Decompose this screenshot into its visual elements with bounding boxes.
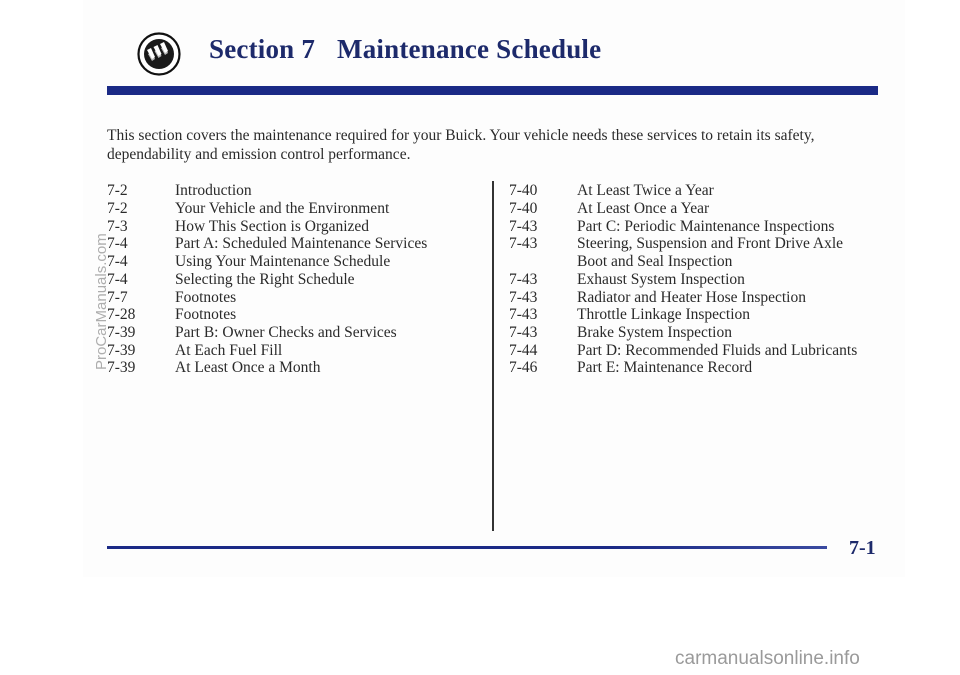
toc-page-number: 7-43 <box>509 306 538 323</box>
toc-page-number: 7-4 <box>107 271 128 288</box>
toc-entry <box>509 200 889 218</box>
toc-entry <box>509 306 889 324</box>
toc-entry <box>107 306 487 324</box>
toc-entry-title: Introduction <box>175 182 252 199</box>
toc-entry-title: Brake System Inspection <box>577 324 732 341</box>
toc-entry <box>509 342 889 360</box>
toc-page-number: 7-44 <box>509 342 538 359</box>
toc-entry-title: Using Your Maintenance Schedule <box>175 253 391 270</box>
toc-page-number: 7-4 <box>107 235 128 252</box>
toc-entry-title: Part A: Scheduled Maintenance Services <box>175 235 428 252</box>
toc-entry-title: At Each Fuel Fill <box>175 342 283 359</box>
toc-entry-title: At Least Twice a Year <box>577 182 714 199</box>
watermark <box>80 190 128 390</box>
toc-entry-title: Your Vehicle and the Environment <box>175 200 390 217</box>
buick-logo-icon <box>137 32 181 76</box>
toc-entry <box>107 271 487 289</box>
toc-page-number: 7-28 <box>107 306 136 323</box>
toc-page-number: 7-7 <box>107 289 128 306</box>
toc-entry <box>509 289 889 307</box>
toc-page-number: 7-46 <box>509 359 538 376</box>
toc-page-number: 7-4 <box>107 253 128 270</box>
toc-page-number: 7-39 <box>107 359 136 376</box>
toc-entry <box>509 218 889 236</box>
toc-entry-title: At Least Once a Month <box>175 359 321 376</box>
toc-entry-title: Throttle Linkage Inspection <box>577 306 751 323</box>
toc-page-number: 7-40 <box>509 200 538 217</box>
toc-entry-title: Part C: Periodic Maintenance Inspections <box>577 218 835 235</box>
toc-page-number: 7-2 <box>107 182 128 199</box>
toc-entry <box>107 359 487 377</box>
section-title: Maintenance Schedule <box>337 34 602 64</box>
toc-entry <box>107 182 487 200</box>
toc-entry-title: Footnotes <box>175 289 237 306</box>
footer-rule <box>107 546 827 549</box>
toc-page-number: 7-43 <box>509 289 538 306</box>
section-label: Section 7 <box>209 34 316 64</box>
toc-entry <box>509 324 889 342</box>
toc-entry <box>107 200 487 218</box>
toc-entry-title: Part E: Maintenance Record <box>577 359 753 376</box>
toc-entry <box>509 271 889 289</box>
toc-entry <box>509 182 889 200</box>
toc-entry-title: Part D: Recommended Fluids and Lubricants <box>577 342 858 359</box>
header-rule <box>107 86 878 95</box>
toc-page-number: 7-39 <box>107 324 136 341</box>
toc-entry <box>107 235 487 253</box>
toc-page-number: 7-40 <box>509 182 538 199</box>
toc-entry-title: Exhaust System Inspection <box>577 271 745 288</box>
toc-page-number: 7-43 <box>509 218 538 235</box>
toc-entry-title: Part B: Owner Checks and Services <box>175 324 397 341</box>
page-title <box>209 34 601 65</box>
toc-page-number: 7-3 <box>107 218 128 235</box>
toc-page-number: 7-43 <box>509 271 538 288</box>
toc-entry-title: How This Section is Organized <box>175 218 370 235</box>
page-number: 7-1 <box>849 537 876 559</box>
toc-page-number: 7-43 <box>509 324 538 341</box>
toc-entry <box>107 253 487 271</box>
toc-page-number: 7-43 <box>509 235 538 252</box>
toc-entry <box>107 342 487 360</box>
site-footer: carmanualsonline.info <box>675 648 860 669</box>
toc-page-number: 7-2 <box>107 200 128 217</box>
toc-entry <box>107 324 487 342</box>
toc-entry <box>107 218 487 236</box>
toc-entry-title-continued: Boot and Seal Inspection <box>577 253 733 270</box>
toc-entry-title: Footnotes <box>175 306 237 323</box>
toc-entry <box>107 289 487 307</box>
toc-page-number: 7-39 <box>107 342 136 359</box>
watermark-text: ProCarManuals.com <box>93 233 110 370</box>
toc-entry-title: Steering, Suspension and Front Drive Axle <box>577 235 844 252</box>
toc-entry-title: Radiator and Heater Hose Inspection <box>577 289 806 306</box>
toc-entry-title: Selecting the Right Schedule <box>175 271 355 288</box>
intro-paragraph: This section covers the maintenance required for your Buick. Your vehicle needs these services to retain its safety, dependability and emission control performance. <box>107 127 815 163</box>
toc-entry-title: At Least Once a Year <box>577 200 710 217</box>
toc-entry <box>509 235 889 270</box>
toc-entry <box>509 359 889 377</box>
column-divider <box>492 181 494 531</box>
